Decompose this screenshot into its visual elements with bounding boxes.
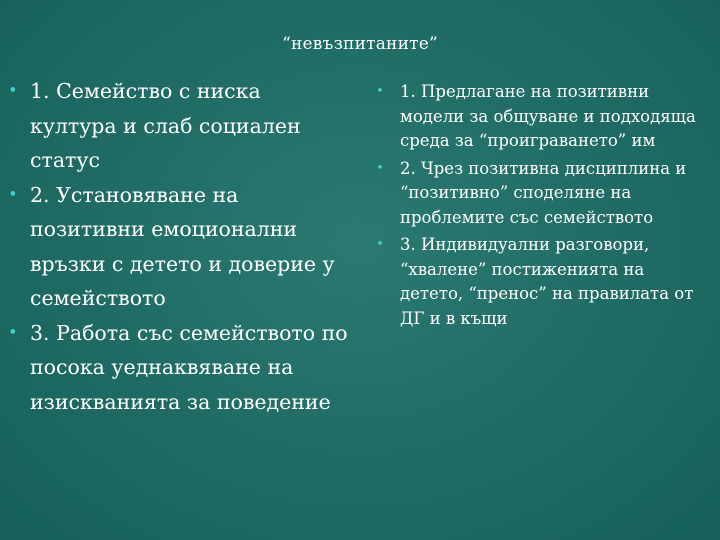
bullet-icon: • bbox=[8, 322, 18, 342]
right-bullet-list bbox=[372, 80, 712, 334]
left-bullet-list bbox=[8, 74, 353, 419]
left-list-item-3 bbox=[8, 316, 353, 420]
bullet-icon: • bbox=[376, 237, 384, 252]
right-item-text-3: 3. Индивидуални разговори, “хвалене” постиженията на детето, “пренос” на правилата от ДГ и в къщи bbox=[400, 235, 694, 328]
right-list-item-1 bbox=[372, 80, 712, 154]
left-list-item-1 bbox=[8, 74, 353, 178]
right-item-text-2: 2. Чрез позитивна дисциплина и “позитивно” споделяне на проблемите със семейството bbox=[400, 158, 687, 227]
left-item-text-1: 1. Семейство с ниска култура и слаб социален статус bbox=[30, 79, 301, 172]
bullet-icon: • bbox=[376, 160, 384, 176]
bullet-icon: • bbox=[376, 84, 384, 99]
bullet-icon: • bbox=[8, 184, 18, 204]
right-list-item-2 bbox=[372, 157, 712, 231]
slide-title: “невъзпитаните” bbox=[282, 34, 438, 54]
left-list-item-2 bbox=[8, 178, 353, 316]
left-item-text-2: 2. Установяване на позитивни емоционални връзки с детето и доверие у семейството bbox=[30, 182, 335, 310]
right-list-item-3 bbox=[372, 233, 712, 331]
bullet-icon: • bbox=[8, 81, 18, 100]
right-item-text-1: 1. Предлагане на позитивни модели за общуване и подходяща среда за “проиграването” им bbox=[400, 82, 696, 150]
left-item-text-3: 3. Работа със семейството по посока уеднаквяване на изискванията за поведение bbox=[30, 320, 348, 414]
